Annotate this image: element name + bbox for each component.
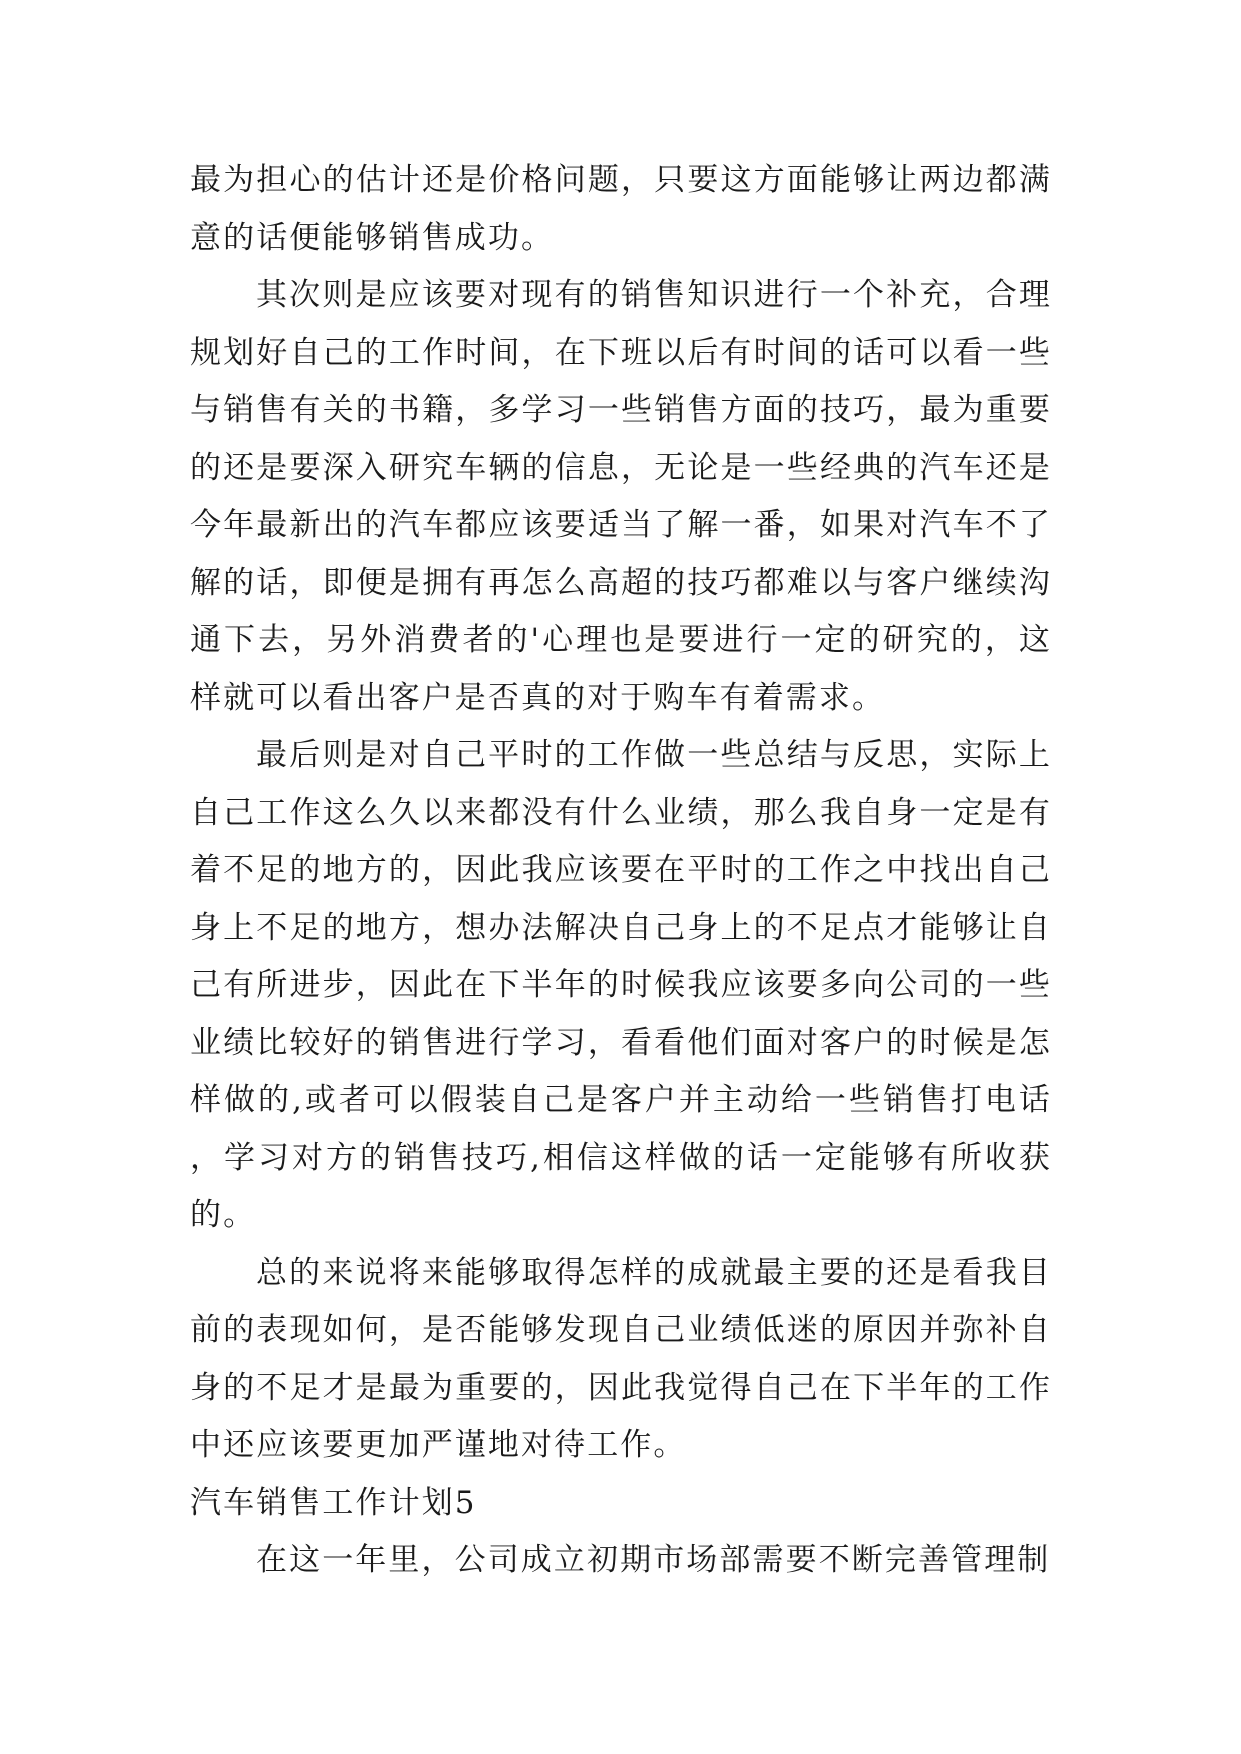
paragraph-3: 最后则是对自己平时的工作做一些总结与反思，实际上自己工作这么久以来都没有什么业绩，那么我自身一定是有着不足的地方的，因此我应该要在平时的工作之中找出自己身上不足的地方，想办法解决自己身上的不足点才能够让自己有所进步，因此在下半年的时候我应该要多向公司的一些业绩比较好的销售进行学习，看看他们面对客户的时候是怎样做的,或者可以假装自己是客户并主动给一些销售打电话，学习对方的销售技巧,相信这样做的话一定能够有所收获的。 bbox=[190, 737, 1052, 1233]
document-body bbox=[190, 152, 1052, 1590]
paragraph-2: 其次则是应该要对现有的销售知识进行一个补充，合理规划好自己的工作时间，在下班以后有时间的话可以看一些与销售有关的书籍，多学习一些销售方面的技巧，最为重要的还是要深入研究车辆的信息，无论是一些经典的汽车还是今年最新出的汽车都应该要适当了解一番，如果对汽车不了解的话，即便是拥有再怎么高超的技巧都难以与客户继续沟通下去，另外消费者的'心理也是要进行一定的研究的，这样就可以看出客户是否真的对于购车有着需求。 bbox=[190, 277, 1052, 716]
paragraph-4: 总的来说将来能够取得怎样的成就最主要的还是看我目前的表现如何，是否能够发现自己业绩低迷的原因并弥补自身的不足才是最为重要的，因此我觉得自己在下半年的工作中还应该要更加严谨地对待工作。 bbox=[190, 1254, 1052, 1463]
section-heading: 汽车销售工作计划5 bbox=[190, 1484, 477, 1521]
paragraph-1: 最为担心的估计还是价格问题，只要这方面能够让两边都满意的话便能够销售成功。 bbox=[190, 162, 1052, 256]
paragraph-5: 在这一年里，公司成立初期市场部需要不断完善管理制 bbox=[256, 1542, 1051, 1578]
